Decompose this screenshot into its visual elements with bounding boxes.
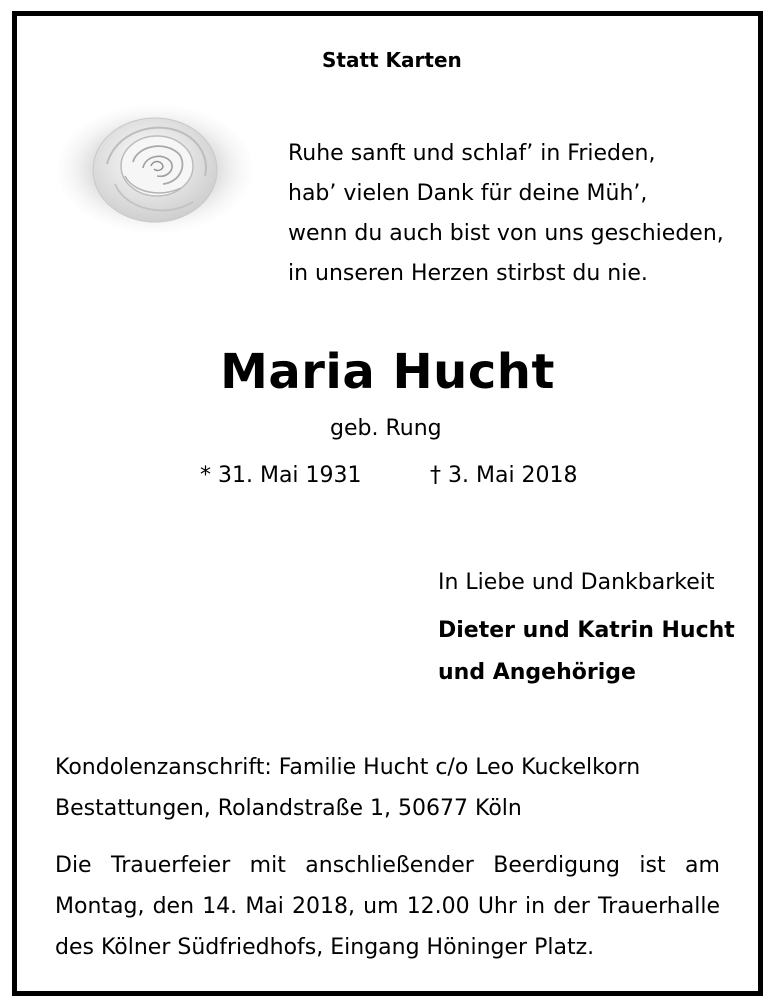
rose-icon bbox=[55, 104, 255, 234]
ceremony-word: am bbox=[685, 853, 720, 878]
condolence-address bbox=[55, 747, 640, 829]
ceremony-word: mit bbox=[249, 853, 286, 878]
ceremony-word: Uhr bbox=[477, 894, 517, 919]
ceremony-word: den bbox=[152, 894, 195, 919]
ceremony-word: anschließender bbox=[305, 853, 474, 878]
mourner-name: Dieter und Katrin Hucht bbox=[438, 618, 735, 643]
poem bbox=[288, 134, 724, 294]
ceremony-word: der bbox=[553, 894, 590, 919]
ceremony-word: Die bbox=[55, 853, 92, 878]
ceremony-word: 12.00 bbox=[406, 894, 470, 919]
ceremony-line bbox=[55, 845, 720, 886]
ceremony-word: Trauerhalle bbox=[597, 894, 720, 919]
ceremony-word: in bbox=[525, 894, 546, 919]
deceased-name: Maria Hucht bbox=[220, 344, 555, 400]
ceremony-word: Trauerfeier bbox=[111, 853, 231, 878]
ceremony-word: Beerdigung bbox=[493, 853, 620, 878]
ceremony-word: um bbox=[363, 894, 399, 919]
ceremony-info bbox=[55, 845, 720, 968]
ceremony-word: ist bbox=[639, 853, 666, 878]
ceremony-line bbox=[55, 886, 720, 927]
ceremony-word: Mai bbox=[245, 894, 284, 919]
birth-date: * 31. Mai 1931 bbox=[200, 463, 362, 488]
address-line: Bestattungen, Rolandstraße 1, 50677 Köln bbox=[55, 796, 522, 821]
death-date: † 3. Mai 2018 bbox=[430, 463, 578, 488]
ceremony-word: Montag, bbox=[55, 894, 145, 919]
ceremony-word: 14. bbox=[202, 894, 238, 919]
ceremony-line: des Kölner Südfriedhofs, Eingang Höninger Platz. bbox=[55, 935, 595, 960]
poem-line: hab’ vielen Dank für deine Müh’, bbox=[288, 181, 648, 206]
birth-name: geb. Rung bbox=[330, 416, 442, 441]
closing-phrase: In Liebe und Dankbarkeit bbox=[438, 570, 715, 595]
address-line: Kondolenzanschrift: Familie Hucht c/o Leo Kuckelkorn bbox=[55, 755, 641, 780]
poem-line: in unseren Herzen stirbst du nie. bbox=[288, 261, 648, 286]
mourner-name: und Angehörige bbox=[438, 660, 636, 685]
poem-line: Ruhe sanft und schlaf’ in Frieden, bbox=[288, 141, 656, 166]
notice-header: Statt Karten bbox=[322, 48, 462, 72]
ceremony-word: 2018, bbox=[292, 894, 356, 919]
poem-line: wenn du auch bist von uns geschieden, bbox=[288, 221, 724, 246]
